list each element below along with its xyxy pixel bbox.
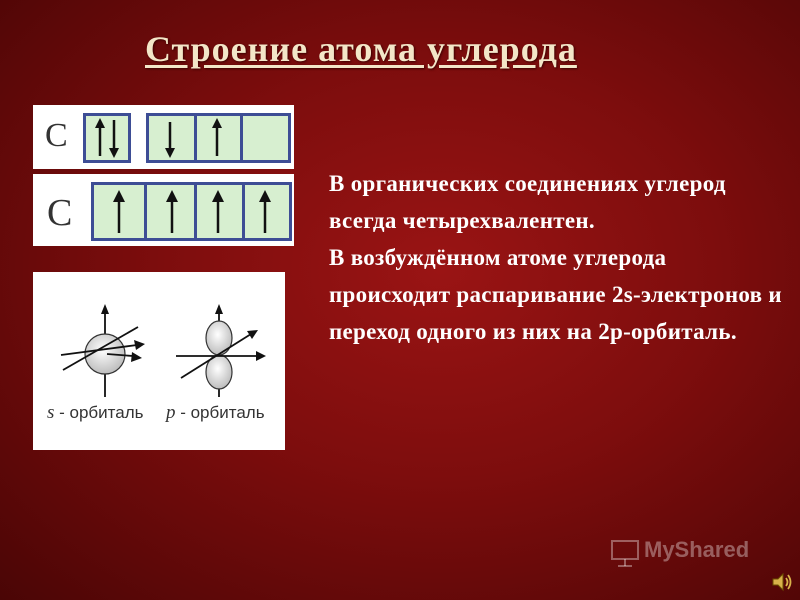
- slide-title: Строение атома углерода: [145, 29, 577, 69]
- s-orbital-caption: s - орбиталь: [47, 402, 144, 423]
- presentation-icon: [610, 539, 640, 567]
- s-orbital-cell: [83, 113, 131, 163]
- excited-orbital-cells: [91, 182, 292, 241]
- ground-state-diagram: [33, 105, 294, 169]
- watermark: MyShared: [644, 537, 750, 562]
- slide-body: [329, 165, 789, 350]
- paired-electrons-icon: [86, 116, 128, 160]
- paragraph-excited-state: В возбуждённом атоме углерода происходит распаривание 2s-электронов и переход одного из них на 2р-орбиталь.: [329, 245, 782, 344]
- orbital-shapes-icon: [33, 272, 285, 402]
- element-symbol: C: [47, 192, 73, 234]
- unpaired-electrons-icon: [94, 185, 290, 238]
- p-orbital-group: [146, 113, 291, 163]
- paragraph-valence: В органических соединениях углерод всегда четырехвалентен.: [329, 171, 726, 233]
- speaker-icon[interactable]: [770, 570, 794, 594]
- excited-state-diagram: [33, 174, 294, 246]
- p-orbital-caption: p - орбиталь: [166, 402, 265, 423]
- p-electrons-icon: [149, 116, 289, 160]
- element-symbol: C: [45, 117, 68, 154]
- orbitals-figure: [33, 272, 285, 450]
